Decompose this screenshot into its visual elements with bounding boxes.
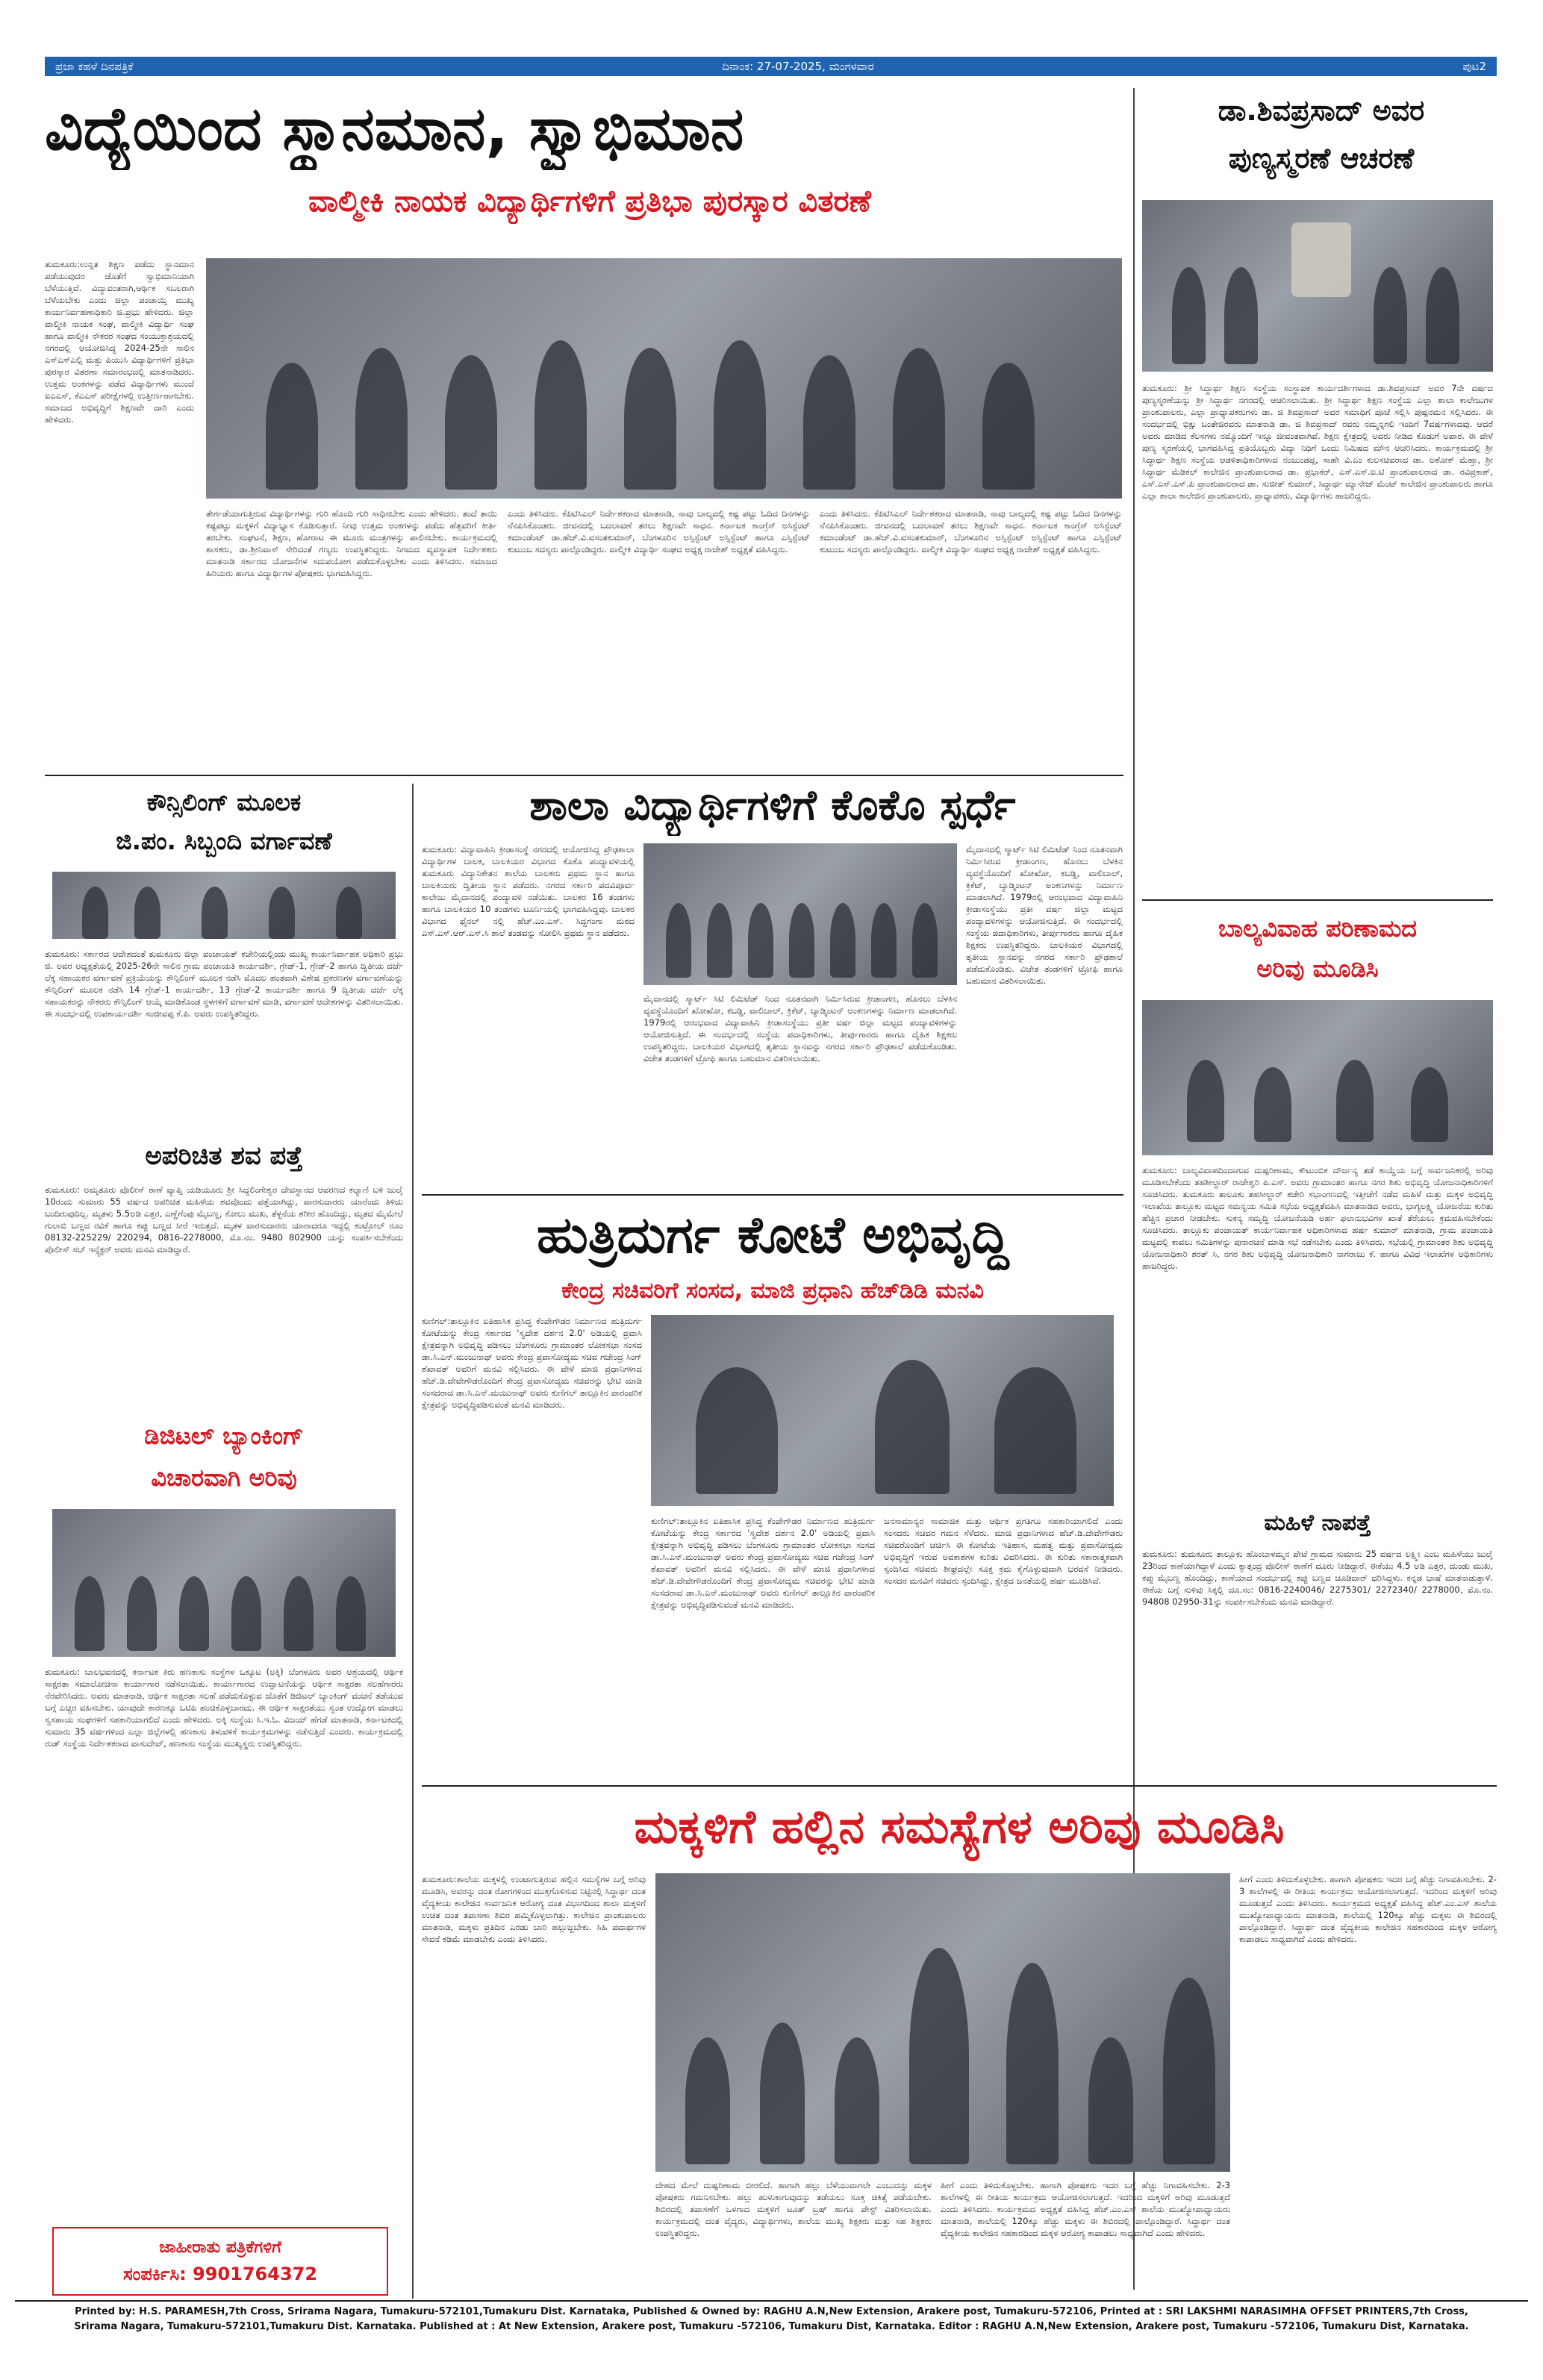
advertising-box [52, 2227, 388, 2296]
meeting-photo [1142, 1000, 1493, 1155]
lead-body-col2: ತೇರ್ಗಡೆಯಾಗುತ್ತಿರುವ ವಿದ್ಯಾರ್ಥಿಗಳನ್ನು ಗುರಿ ಹೊಂದಿ ಗುರಿ ಸಾಧಿಸಬೇಕು ಎಂದು ಹೇಳಿದರು. ತಂದೆ ತಾಯಿ ಕಷ್ಟಪಟ್ಟು ಮಕ್ಕಳಿಗೆ ವಿದ್ಯಾಭ್ಯಾಸ ಕೊಡಿಸುತ್ತಾರೆ. ನೀವು ಉತ್ತಮ ಅಂಕಗಳನ್ನು ಪಡೆದು ಹೆತ್ತವರಿಗೆ ಕೀರ್ತಿ ತರಬೇಕು. ಸಂಘಟನೆ, ಶಿಕ್ಷಣ, ಹೋರಾಟ ಈ ಮೂರು ಮಂತ್ರಗಳನ್ನು ಪಾಲಿಸಬೇಕು. ಕಾರ್ಯಕ್ರಮದಲ್ಲಿ ಶಾಸಕರು, ಡಾ.ಶ್ರೀನಿವಾಸ್ ಸೇರಿದಂತೆ ಗಣ್ಯರು ಉಪಸ್ಥಿತರಿದ್ದರು. ನಿಗಮದ ವ್ಯವಸ್ಥಾಪಕ ನಿರ್ದೇಶಕರು ಮಾತನಾಡಿ ಸರ್ಕಾರದ ಯೋಜನೆಗಳ ಸದುಪಯೋಗ ಪಡೆದುಕೊಳ್ಳಬೇಕು ಎಂದು ತಿಳಿಸಿದರು. ಸಮಾಜದ ಹಿರಿಯರು ಹಾಗೂ ವಿದ್ಯಾರ್ಥಿಗಳ ಪೋಷಕರು ಭಾಗವಹಿಸಿದ್ದರು. [206, 508, 497, 578]
minister-meeting-photo [651, 1315, 1114, 1506]
child-marriage-body: ತುಮಕೂರು: ಬಾಲ್ಯವಿವಾಹದಿಂದಾಗುವ ದುಷ್ಪರಿಣಾಮ, ಕೌಟುಂಬಿಕ ದೌರ್ಜನ್ಯ ತಡೆ ಕಾಯ್ದೆಯ ಬಗ್ಗೆ ಸಾರ್ವಜನಿಕರಲ್ಲಿ ಅರಿವು ಮೂಡಿಸಬೇಕೆಂದು ತಹಶೀಲ್ದಾರ್ ರಾಜೇಶ್ವರಿ ಪಿ.ಎಸ್. ಅವರು ಗ್ರಾಮಾಂತರ ಹಾಗೂ ನಗರ ಶಿಶು ಅಭಿವೃದ್ಧಿ ಯೋಜನಾಧಿಕಾರಿಗಳಿಗೆ ಸೂಚಿಸಿದರು. ತುಮಕೂರು ತಾಲೂಕು ತಹಸೀಲ್ದಾರ್ ಕಚೇರಿ ಸಭಾಂಗಣದಲ್ಲಿ ಇತ್ತೀಚೆಗೆ ನಡೆದ ಮಹಿಳೆ ಮತ್ತು ಮಕ್ಕಳ ಅಭಿವೃದ್ಧಿ ಇಲಾಖೆಯ ತಾಲ್ಲೂಕು ಮಟ್ಟದ ಸಮನ್ವಯ ಸಮಿತಿ ಸಭೆಯ ಅಧ್ಯಕ್ಷತೆವಹಿಸಿ ಮಾತನಾಡಿದ ಅವರು, ಭಾಗ್ಯಲಕ್ಷ್ಮಿ ಯೋಜನೆಯ ಕುರಿತು ಹೆಚ್ಚಿನ ಪ್ರಚಾರ ನೀಡಬೇಕು. ಸುಕನ್ಯ ಸಮೃದ್ಧಿ ಯೋಜನೆಯಡಿ ಅರ್ಹ ಫಲಾನುಭವಿಗಳ ಖಾತೆ ತೆರೆಯಲು ಕ್ರಮವಹಿಸಬೇಕೆಂದು ಸೂಚಿಸಿದರು. ತಾಲ್ಲೂಕು ಪಂಚಾಯತ್ ಕಾರ್ಯನಿರ್ವಾಹಕ ಅಧಿಕಾರಿಗಳಾದ ಹರ್ಷ ಕುಮಾರ್ ಮಾತನಾಡಿ, ಗ್ರಾಮ ಪಂಚಾಯತಿ ಮಟ್ಟದಲ್ಲಿ ಕಾವಲು ಸಮಿತಿಗಳನ್ನು ಪುನಾರಚನೆ ಮಾಡಿ ಸಭೆ ನಡೆಸಬೇಕು ಎಂದು ತಿಳಿಸಿದರು. ಸಭೆಯಲ್ಲಿ ಗ್ರಾಮಾಂತರ ಶಿಶು ಅಭಿವೃದ್ಧಿ ಯೋಜನಾಧಿಕಾರಿ ಶರತ್ ಸಿ, ನಗರ ಶಿಶು ಅಭಿವೃದ್ಧಿ ಯೋಜನಾಧಿಕಾರಿ ನಾಗರಾಜು ಕೆ. ಹಾಗೂ ವಿವಿಧ ಇಲಾಖೆಗಳ ಅಧಿಕಾರಿಗಳು ಹಾಜರಿದ್ದರು. [1142, 1165, 1493, 1271]
hutridurga-body-col2: ಕುಣಿಗಲ್:ತಾಲ್ಲೂಕಿನ ಐತಿಹಾಸಿಕ ಪ್ರಸಿದ್ಧ ಕೆಂಪೇಗೌಡರ ನಿರ್ಮಾಣದ ಹುತ್ರಿದುರ್ಗ ಕೋಟೆಯನ್ನು ಕೇಂದ್ರ ಸರ್ಕಾರದ 'ಸ್ವದೇಶ ದರ್ಶನ 2.0' ಅಡಿಯಲ್ಲಿ ಪ್ರವಾಸಿ ಕ್ಷೇತ್ರವನ್ನಾಗಿ ಅಭಿವೃದ್ಧಿ ಪಡಿಸಲು ಬೆಂಗಳೂರು ಗ್ರಾಮಾಂತರ ಲೋಕಸಭಾ ಸಂಸದ ಡಾ.ಸಿ.ಎನ್.ಮಂಜುನಾಥ್ ಅವರು ಕೇಂದ್ರ ಪ್ರವಾಸೋದ್ಯಮ ಸಚಿವ ಗಜೇಂದ್ರ ಸಿಂಗ್ ಶೆಖಾವತ್ ಅವರಿಗೆ ಮನವಿ ಸಲ್ಲಿಸಿದರು. ಈ ವೇಳೆ ಮಾಜಿ ಪ್ರಧಾನಿಗಳಾದ ಹೆಚ್.ಡಿ.ದೇವೇಗೌಡರೊಂದಿಗೆ ಕೇಂದ್ರ ಪ್ರವಾಸೋದ್ಯಮ ಸಚಿವರನ್ನು ಭೇಟಿ ಮಾಡಿ ಸಂಸದರಾದ ಡಾ.ಸಿ.ಎನ್.ಮಂಜುನಾಥ್ ಅವರು ಕುಣಿಗಲ್ ತಾಲ್ಲೂಕಿನ ಪಾರಂಪರಿಕ ಕ್ಷೇತ್ರವನ್ನು ಅಭಿವೃದ್ಧಿಪಡಿಸುವಂತೆ ಮನವಿ ಮಾಡಿದರು. [651, 1516, 875, 1610]
imprint-line2: Srirama Nagara, Tumakuru-572101,Tumakuru Dist. Karnataka. Published at : At New Extension, Arakere post, Tumakuru -572106, Tumakuru Dist, Karnataka. Editor : RAGHU A.N,New Extension, Arakere post, Tumakuru -572106, Tumakuru Dist, Karnataka. [74, 2321, 1469, 2332]
divider [422, 1194, 1123, 1196]
issue-date: ದಿನಾಂಕ: 27-07-2025, ಮಂಗಳವಾರ [722, 60, 874, 73]
body-found-body: ತುಮಕೂರು: ಅಮೃತೂರು ಪೊಲೀಸ್ ಠಾಣೆ ವ್ಯಾಪ್ತಿ ಯಡಿಯೂರು ಶ್ರೀ ಸಿದ್ದಲಿಂಗೇಶ್ವರ ದೇವಸ್ಥಾನದ ಆವರಣದ ಕಲ್ಯಾಣಿ ಬಳಿ ಜುಲೈ 10ರಂದು ಸುಮಾರು 55 ವರ್ಷದ ಅಪರಿಚಿತ ಮಹಿಳೆಯ ಶವವೊಂದು ಪತ್ತೆಯಾಗಿದ್ದು, ವಾರಸುದಾರರು ಯಾರೆಂದು ತಿಳಿದು ಬಂದಿರುವುದಿಲ್ಲ. ಮೃತಳು 5.5ಅಡಿ ಎತ್ತರ, ಎಣ್ಣೆಗೆಂಪು ಮೈಬಣ್ಣ, ಕೋಲು ಮುಖ, ತೆಳ್ಳನೆಯ ಶರೀರ ಹೊಂದಿದ್ದು, ಮೃತದ ಮೈಮೇಲೆ ಗುಲಾಬಿ ಬಣ್ಣದ ರವಿಕೆ ಹಾಗೂ ಕಪ್ಪು ಬಣ್ಣದ ಸೀರೆ ಇರುತ್ತದೆ. ಮೃತಳ ವಾರಸುದಾರರು ಯಾರಾದರೂ ಇದ್ದಲ್ಲಿ ಕಂಟ್ರೋಲ್ ರೂಂ 08132-225229/ 220294, 0816-2278000, ಮೊ.ನಂ. 9480 802900 ಯನ್ನು ಸಂಪರ್ಕಿಸಬೇಕೆಂದು ಪೊಲೀಸ್ ಸಬ್ ಇನ್ಸ್ಪೆಕ್ಟರ್ ಅವರು ಮನವಿ ಮಾಡಿದ್ದಾರೆ. [45, 1184, 403, 1255]
lead-subhead: ವಾಲ್ಮೀಕಿ ನಾಯಕ ವಿದ್ಯಾರ್ಥಿಗಳಿಗೆ ಪ್ರತಿಭಾ ಪುರಸ್ಕಾರ ವಿತರಣೆ [308, 184, 871, 219]
divider [422, 1785, 1497, 1787]
obit-headline-line1: ಡಾ.ಶಿವಪ್ರಸಾದ್ ಅವರ [1218, 94, 1425, 127]
digital-banking-headline-line1: ಡಿಜಿಟಲ್ ಬ್ಯಾಂಕಿಂಗ್ [144, 1422, 304, 1450]
hutridurga-body-col1: ಕುಣಿಗಲ್:ತಾಲ್ಲೂಕಿನ ಐತಿಹಾಸಿಕ ಪ್ರಸಿದ್ಧ ಕೆಂಪೇಗೌಡರ ನಿರ್ಮಾಣದ ಹುತ್ರಿದುರ್ಗ ಕೋಟೆಯನ್ನು ಕೇಂದ್ರ ಸರ್ಕಾರದ 'ಸ್ವದೇಶ ದರ್ಶನ 2.0' ಅಡಿಯಲ್ಲಿ ಪ್ರವಾಸಿ ಕ್ಷೇತ್ರವನ್ನಾಗಿ ಅಭಿವೃದ್ಧಿ ಪಡಿಸಲು ಬೆಂಗಳೂರು ಗ್ರಾಮಾಂತರ ಲೋಕಸಭಾ ಸಂಸದ ಡಾ.ಸಿ.ಎನ್.ಮಂಜುನಾಥ್ ಅವರು ಕೇಂದ್ರ ಪ್ರವಾಸೋದ್ಯಮ ಸಚಿವ ಗಜೇಂದ್ರ ಸಿಂಗ್ ಶೆಖಾವತ್ ಅವರಿಗೆ ಮನವಿ ಸಲ್ಲಿಸಿದರು. ಈ ವೇಳೆ ಮಾಜಿ ಪ್ರಧಾನಿಗಳಾದ ಹೆಚ್.ಡಿ.ದೇವೇಗೌಡರೊಂದಿಗೆ ಕೇಂದ್ರ ಪ್ರವಾಸೋದ್ಯಮ ಸಚಿವರನ್ನು ಭೇಟಿ ಮಾಡಿ ಸಂಸದರಾದ ಡಾ.ಸಿ.ಎನ್.ಮಂಜುನಾಥ್ ಅವರು ಕುಣಿಗಲ್ ತಾಲ್ಲೂಕಿನ ಪಾರಂಪರಿಕ ಕ್ಷೇತ್ರವನ್ನು ಅಭಿವೃದ್ಧಿಪಡಿಸುವಂತೆ ಮನವಿ ಮಾಡಿದರು. [422, 1316, 642, 1410]
masthead-bar [45, 57, 1497, 76]
children-body-col1: ತುಮಕೂರು:ಶಾಲೆಯ ಮಕ್ಕಳಲ್ಲಿ ಉಂಟಾಗುತ್ತಿರುವ ಹಲ್ಲಿನ ಸಮಸ್ಯೆಗಳ ಬಗ್ಗೆ ಅರಿವು ಮೂಡಿಸಿ, ಅವರನ್ನು ದಂತ ರೋಗಗಳಿಂದ ಮುಕ್ತಗೊಳಿಸುವ ನಿಟ್ಟಿನಲ್ಲಿ ಸಿದ್ಧಾರ್ಥ ದಂತ ವೈದ್ಯಕೀಯ ಕಾಲೇಜಿನ ಸಾರ್ವಜನಿಕ ಆರೋಗ್ಯ ದಂತ ವಿಭಾಗದಿಂದ ಶಾಲಾ ಮಕ್ಕಳಿಗೆ ಉಚಿತ ದಂತ ತಪಾಸಣಾ ಶಿಬಿರ ಹಮ್ಮಿಕೊಳ್ಳಲಾಗಿತ್ತು. ಕಾಲೇಜಿನ ಪ್ರಾಂಶುಪಾಲರು ಮಾತನಾಡಿ, ಮಕ್ಕಳು ಪ್ರತಿದಿನ ಎರಡು ಬಾರಿ ಹಲ್ಲುಜ್ಜಬೇಕು. ಸಿಹಿ ಪದಾರ್ಥಗಳ ಸೇವನೆ ಕಡಿಮೆ ಮಾಡಬೇಕು ಎಂದು ತಿಳಿಸಿದರು. [422, 1874, 646, 1944]
counselling-body: ತುಮಕೂರು: ಸರ್ಕಾರದ ಆದೇಶದಂತೆ ತುಮಕೂರು ಜಿಲ್ಲಾ ಪಂಚಾಯತ್ ಕಚೇರಿಯಲ್ಲಿಂದು ಮುಖ್ಯ ಕಾರ್ಯನಿರ್ವಾಹಕ ಅಧಿಕಾರಿ ಪ್ರಭು ಜಿ. ಅವರ ಅಧ್ಯಕ್ಷತೆಯಲ್ಲಿ 2025-26ನೇ ಸಾಲಿನ ಗ್ರಾಮ ಪಂಚಾಯತಿ ಕಾರ್ಯದರ್ಶಿ, ಗ್ರೇಡ್-1, ಗ್ರೇಡ್-2 ಹಾಗೂ ದ್ವಿತೀಯ ದರ್ಜೆ ಲೆಕ್ಕ ಸಹಾಯಕರ ವರ್ಗಾವಣೆ ಪ್ರಕ್ರಿಯೆಯನ್ನು ಕೌನ್ಸಿಲಿಂಗ್ ಮೂಲಕ ನಡೆಸಿ ಮೊದಲ ಹಂತವಾಗಿ ವಿಶೇಷ ಪ್ರಕರಣಗಳ ವರ್ಗಾವಣೆಯನ್ನು ಕೌನ್ಸಿಲಿಂಗ್ ಮೂಲಕ ನಡೆಸಿ 14 ಗ್ರೇಡ್-1 ಕಾರ್ಯದರ್ಶಿ, 13 ಗ್ರೇಡ್-2 ಕಾರ್ಯದರ್ಶಿ ಹಾಗೂ 9 ದ್ವಿತೀಯ ದರ್ಜೆ ಲೆಕ್ಕ ಸಹಾಯಕರನ್ನು ನೌಕರರು ಕೌನ್ಸಿಲಿಂಗ್ ಆಯ್ಕೆ ಮಾಡಿಕೊಂಡ ಸ್ಥಳಗಳಿಗೆ ವರ್ಗಾವಣೆ ಮಾಡಿ, ವರ್ಗಾವಣೆ ಆದೇಶಗಳನ್ನು ವಿತರಿಸಲಾಯಿತು. ಈ ಸಂದರ್ಭದಲ್ಲಿ ಉಪಕಾರ್ಯದರ್ಶಿ ಸಂಜೀವಪ್ಪ ಕೆ.ಪಿ. ಅವರು ಉಪಸ್ಥಿತರಿದ್ದರು. [45, 949, 403, 1019]
hutridurga-body-col3: ಜನಸಾಮಾನ್ಯರ ಸಾಮಾಜಿಕ ಮತ್ತು ಆರ್ಥಿಕ ಪ್ರಗತಿಗೂ ಸಹಕಾರಿಯಾಗಲಿದೆ ಎಂದು ಸಂಸದರು ಸಚಿವರ ಗಮನ ಸೆಳೆದರು. ಮಾಜಿ ಪ್ರಧಾನಿಗಳಾದ ಹೆಚ್.ಡಿ.ದೇವೇಗೌಡರು ಸಚಿವರೊಂದಿಗೆ ಚರ್ಚಿಸಿ ಈ ಕೋಟೆಯ ಇತಿಹಾಸ, ಮಹತ್ವ ಮತ್ತು ಪ್ರವಾಸೋದ್ಯಮ ಅಭಿವೃದ್ಧಿಗೆ ಇರುವ ಅವಕಾಶಗಳ ಕುರಿತು ವಿವರಿಸಿದರು. ಈ ಕುರಿತು ಸಕಾರಾತ್ಮಕವಾಗಿ ಸ್ಪಂದಿಸಿದ ಸಚಿವರು ಶೀಘ್ರದಲ್ಲೇ ಸೂಕ್ತ ಕ್ರಮ ಕೈಗೊಳ್ಳುವುದಾಗಿ ಭರವಸೆ ನೀಡಿದರು. ಸಂಸದರ ಮನವಿಗೆ ಸಚಿವರು ಸ್ಪಂದಿಸಿದ್ದು, ಕ್ಷೇತ್ರದ ಜನತೆಯಲ್ಲಿ ಹರ್ಷ ಮೂಡಿಸಿದೆ. [884, 1516, 1123, 1586]
children-body-col4: ಹೀಗೆ ಎಂದು ತಿಳಿದುಕೊಳ್ಳಬೇಕು. ಹಾಗಾಗಿ ಪೋಷಕರು ಇದರ ಬಗ್ಗೆ ಹೆಚ್ಚು ನಿಗಾವಹಿಸಬೇಕು. 2-3 ಶಾಲೆಗಳಲ್ಲಿ ಈ ರೀತಿಯ ಕಾರ್ಯಕ್ರಮ ಆಯೋಜಿಸಲಾಗುತ್ತದೆ. ಇದರಿಂದ ಮಕ್ಕಳಿಗೆ ಅರಿವು ಮೂಡುತ್ತದೆ ಎಂದು ತಿಳಿಸಿದರು. ಕಾರ್ಯಕ್ರಮದ ಅಧ್ಯಕ್ಷತೆ ವಹಿಸಿದ್ದ ಹೆಚ್.ಎಂ.ಎಸ್ ಶಾಲೆಯ ಮುಖ್ಯೋಪಾಧ್ಯಾಯರು ಮಾತನಾಡಿ, ಶಾಲೆಯಲ್ಲಿ 120ಕ್ಕೂ ಹೆಚ್ಚು ಮಕ್ಕಳು ಈ ಶಿಬಿರದಲ್ಲಿ ಪಾಲ್ಗೊಂಡಿದ್ದಾರೆ. ಸಿದ್ಧಾರ್ಥ ದಂತ ವೈದ್ಯಕೀಯ ಕಾಲೇಜಿನ ಸಹಕಾರದಿಂದ ಮಕ್ಕಳ ಆರೋಗ್ಯ ಕಾಪಾಡಲು ಸಾಧ್ಯವಾಗಿದೆ ಎಂದು ಹೇಳಿದರು. [1239, 1874, 1497, 1944]
dental-camp-photo [655, 1873, 1230, 2172]
page-number: ಪುಟ2 [1462, 60, 1486, 73]
award-ceremony-photo [206, 258, 1122, 499]
missing-woman-body: ತುಮಕೂರು: ತುಮಕೂರು ತಾಲ್ಲೂಕು ಹೊಂಬಾಳಮ್ಮನ ಪೇಟೆ ಗ್ರಾಮದ ಸುಮಾರು 25 ವರ್ಷದ ಲಕ್ಷ್ಮೀ ಎಂಬ ಮಹಿಳೆಯು ಜುಲೈ 23ರಿಂದ ಕಾಣೆಯಾಗಿದ್ದಾಳೆ ಎಂದು ಕ್ಯಾತ್ಸಂದ್ರ ಪೊಲೀಸ್ ಠಾಣೆಗೆ ದೂರು ನೀಡಿದ್ದಾರೆ. ಈಕೆಯು 4.5 ಅಡಿ ಎತ್ತರ, ದುಂಡು ಮುಖ, ಕಪ್ಪು ಮೈಬಣ್ಣ ಹೊಂದಿದ್ದು, ಕಾಣೆಯಾದ ಸಂದರ್ಭದಲ್ಲಿ ಕಪ್ಪು ಬಣ್ಣದ ಚೂಡಿದಾರ್ ಧರಿಸಿದ್ದಳು. ಕನ್ನಡ ಭಾಷೆ ಮಾತನಾಡುತ್ತಾಳೆ. ಈಕೆಯ ಬಗ್ಗೆ ಸುಳಿವು ಸಿಕ್ಕಲ್ಲಿ ದೂ.ಸಂ: 0816-2240046/ 2275301/ 2272340/ 2278000, ಮೊ.ನಂ. 94808 02950-31ನ್ನು ಸಂಪರ್ಕಿಸಬೇಕೆಂದು ಮನವಿ ಮಾಡಿದ್ದಾರೆ. [1142, 1549, 1493, 1607]
ad-box-line1: ಜಾಹೀರಾತು ಪತ್ರಿಕೆಗಳಿಗೆ [159, 2238, 281, 2257]
hutridurga-headline: ಹುತ್ರಿದುರ್ಗ ಕೋಟೆ ಅಭಿವೃದ್ಧಿ [536, 1206, 1009, 1265]
kho-kho-body-col2: ಮೈದಾನದಲ್ಲಿ ಸ್ಮಾರ್ಟ್ ಸಿಟಿ ಲಿಮಿಟೆಡ್ ನಿಂದ ನೂತನವಾಗಿ ನಿರ್ಮಿಸಿರುವ ಕ್ರೀಡಾಂಗಣ, ಹೊನಲು ಬೆಳಕಿನ ವ್ಯವಸ್ಥೆಯೊಂದಿಗೆ ಖೋಖೋ, ಕಬಡ್ಡಿ, ವಾಲಿಬಾಲ್, ಕ್ರಿಕೆಟ್, ಬ್ಯಾಡ್ಮಿಂಟನ್ ಅಂಕಣಗಳನ್ನು ನಿರ್ಮಾಣ ಮಾಡಲಾಗಿದೆ. 1979ರಲ್ಲಿ ಆರಂಭವಾದ ವಿದ್ಯಾವಾಹಿನಿ ಕ್ರೀಡಾಸಂಸ್ಥೆಯು ಪ್ರತೀ ವರ್ಷ ಜಿಲ್ಲಾ ಮಟ್ಟದ ಪಂದ್ಯಾವಳಿಗಳನ್ನು ಆಯೋಜಿಸುತ್ತಿದೆ. ಈ ಸಂದರ್ಭದಲ್ಲಿ ಸಂಸ್ಥೆಯ ಪದಾಧಿಕಾರಿಗಳು, ತೀರ್ಪುಗಾರರು ಹಾಗೂ ದೈಹಿಕ ಶಿಕ್ಷಕರು ಉಪಸ್ಥಿತರಿದ್ದರು. ಬಾಲಕಿಯರ ವಿಭಾಗದಲ್ಲಿ ತೃತೀಯ ಸ್ಥಾನವನ್ನು ನಗರದ ಸರ್ಕಾರಿ ಪ್ರೌಢಶಾಲೆ ಪಡೆದುಕೊಂಡಿತು. ವಿಜೇತ ತಂಡಗಳಿಗೆ ಟ್ರೋಫಿ ಹಾಗೂ ಬಹುಮಾನ ವಿತರಿಸಲಾಯಿತು. [643, 993, 957, 1063]
column-divider [412, 784, 414, 2299]
children-body-col3: ಹೀಗೆ ಎಂದು ತಿಳಿದುಕೊಳ್ಳಬೇಕು. ಹಾಗಾಗಿ ಪೋಷಕರು ಇದರ ಬಗ್ಗೆ ಹೆಚ್ಚು ನಿಗಾವಹಿಸಬೇಕು. 2-3 ಶಾಲೆಗಳಲ್ಲಿ ಈ ರೀತಿಯ ಕಾರ್ಯಕ್ರಮ ಆಯೋಜಿಸಲಾಗುತ್ತದೆ. ಇದರಿಂದ ಮಕ್ಕಳಿಗೆ ಅರಿವು ಮೂಡುತ್ತದೆ ಎಂದು ತಿಳಿಸಿದರು. ಕಾರ್ಯಕ್ರಮದ ಅಧ್ಯಕ್ಷತೆ ವಹಿಸಿದ್ದ ಹೆಚ್.ಎಂ.ಎಸ್ ಶಾಲೆಯ ಮುಖ್ಯೋಪಾಧ್ಯಾಯರು ಮಾತನಾಡಿ, ಶಾಲೆಯಲ್ಲಿ 120ಕ್ಕೂ ಹೆಚ್ಚು ಮಕ್ಕಳು ಈ ಶಿಬಿರದಲ್ಲಿ ಪಾಲ್ಗೊಂಡಿದ್ದಾರೆ. ಸಿದ್ಧಾರ್ಥ ದಂತ ವೈದ್ಯಕೀಯ ಕಾಲೇಜಿನ ಸಹಕಾರದಿಂದ ಮಕ್ಕಳ ಆರೋಗ್ಯ ಕಾಪಾಡಲು ಸಾಧ್ಯವಾಗಿದೆ ಎಂದು ಹೇಳಿದರು. [941, 2180, 1230, 2238]
digital-banking-headline-line2: ವಿಚಾರವಾಗಿ ಅರಿವು [151, 1464, 297, 1492]
missing-woman-headline: ಮಹಿಳೆ ನಾಪತ್ತೆ [1264, 1510, 1371, 1536]
footer-divider [15, 2300, 1528, 2302]
obit-body: ತುಮಕೂರು: ಶ್ರೀ ಸಿದ್ಧಾರ್ಥ ಶಿಕ್ಷಣ ಸಂಸ್ಥೆಯ ಸಂಸ್ಥಾಪಕ ಕಾರ್ಯದರ್ಶಿಗಳಾದ ಡಾ.ಶಿವಪ್ರಸಾದ್ ಅವರ 7ನೇ ವರ್ಷದ ಪುಣ್ಯಸ್ಮರಣೆಯನ್ನು ಶ್ರೀ ಸಿದ್ಧಾರ್ಥ ನಗರದಲ್ಲಿ ಆಚರಿಸಲಾಯಿತು. ಶ್ರೀ ಸಿದ್ಧಾರ್ಥ ಶಿಕ್ಷಣ ಸಂಸ್ಥೆಯ ಎಲ್ಲಾ ಶಾಲಾ ಕಾಲೇಜುಗಳ ಪ್ರಾಂಶುಪಾಲರು, ಎಲ್ಲಾ ಪ್ರಾಧ್ಯಾಪಕರುಗಳು ಡಾ. ಜಿ ಶಿವಪ್ರಸಾದ್ ಅವರ ಸಮಾಧಿಗೆ ಪೂಜೆ ಸಲ್ಲಿಸಿ ಪುಷ್ಪನಮನ ಸಲ್ಲಿಸಿದರು. ಈ ಸಂದರ್ಭದಲ್ಲಿ ಭಿಕ್ಷು ಬಂತೇಜಿರವರು ಮಾತನಾಡಿ ಡಾ. ಜಿ ಶಿವಪ್ರಸಾದ್ ರವರು ನಮ್ಮನ್ನಗಲಿ ಇಂದಿಗೆ 7ವರ್ಷಗಳಾದವು. ಆದರೆ ಅವರು ಮಾಡಿದ ಕೆಲಸಗಳು ನಮ್ಮೊಂದಿಗೆ ಇನ್ನೂ ಜೀವಂತವಾಗಿವೆ. ಶಿಕ್ಷಣ ಕ್ಷೇತ್ರದಲ್ಲಿ ಅವರು ನೀಡಿದ ಕೊಡುಗೆ ಅಪಾರ. ಈ ವೇಳೆ ಪುಣ್ಯ ಸ್ಮರಣೆಯಲ್ಲಿ ಭಾಗವಹಿಸಿದ್ದ ಪ್ರತಿಯೊಬ್ಬರು ವಿದ್ಯಾ ನಿಧಿಗೆ ಒಂದು ನಿಮಿಷದ ಮೌನ ಆಚರಿಸಿದರು. ಕಾರ್ಯಕ್ರಮದಲ್ಲಿ ಶ್ರೀ ಸಿದ್ಧಾರ್ಥ ಶಿಕ್ಷಣ ಸಂಸ್ಥೆಯ ಆಡಳಿತಾಧಿಕಾರಿಗಳಾದ ನಂಜುಂಡಪ್ಪ, ಸಾಹೇ ವಿ.ಎಂ ಕುಲಸಚಿವರಾದ ಡಾ. ಅಶೋಕ್ ಮೆಹ್ತಾ, ಶ್ರೀ ಸಿದ್ಧಾರ್ಥ ಮೆಡಿಕಲ್ ಕಾಲೇಜಿನ ಪ್ರಾಂಶುಪಾಲರಾದ ಡಾ. ಪ್ರಭಾಕರ್, ಎಸ್.ಎಸ್.ಐ.ಟಿ ಪ್ರಾಂಶುಪಾಲರಾದ ಡಾ. ರವಿಪ್ರಕಾಶ್, ಎಸ್.ಎಸ್.ಎಸ್.ಪಿ ಪ್ರಾಂಶುಪಾಲರಾದ ಡಾ. ಸುಜೀತ್ ಕುಮಾರ್, ಸಿದ್ಧಾರ್ಥ ಮ್ಯಾನೇಜ್ ಮೆಂಟ್ ಕಾಲೇಜಿನ ಪ್ರಾಂಶುಪಾಲರು ಹಾಗೂ ಎಲ್ಲಾ ಶಾಲಾ ಕಾಲೇಜಿನ ಪ್ರಾಂಶುಪಾಲರು, ಪ್ರಾಧ್ಯಾಪಕರು, ವಿದ್ಯಾರ್ಥಿಗಳು ಹಾಜರಿದ್ದರು. [1142, 383, 1493, 501]
lead-body-col4: ಎಂದು ತಿಳಿಸಿದರು. ಕೆಪಿಟಿಸಿಎಲ್ ನಿರ್ದೇಶಕರಾದ ಮಾತನಾಡಿ, ನಾವು ಬಾಲ್ಯದಲ್ಲಿ ಕಷ್ಟ ಪಟ್ಟು ಓದಿದ ದಿನಗಳನ್ನು ನೆನಪಿಸಿಕೊಂಡರು. ಜೀವನದಲ್ಲಿ ಬದಲಾವಣೆ ತರಲು ಶಿಕ್ಷಣವೇ ಸಾಧನ. ಕರ್ನಾಟಕ ಕಾಂಗ್ರೆಸ್ ಅಸಿಸ್ಟೆಂಟ್ ಕಮಾಂಡೆಂಟ್ ಡಾ.ಹೆಚ್.ವಿ.ವಸಂತಕುಮಾರ್, ಬೆಂಗಳೂರಿನ ಅಸ್ಸಿಸ್ಟೆಂಟ್ ಅಸ್ಸಿಸ್ಟೆಂಟ್ ಹಾಗೂ ಎಸ್ಸಿಸ್ಟೆಂಟ್ ಕುಟುಂಬ ಸದಸ್ಯರು ಪಾಲ್ಗೊಂಡಿದ್ದರು. ವಾಲ್ಮೀಕಿ ವಿದ್ಯಾರ್ಥಿ ಸಂಘದ ಅಧ್ಯಕ್ಷ ರಾಜೇಶ್ ಅಧ್ಯಕ್ಷತೆ ವಹಿಸಿದ್ದರು. [820, 508, 1122, 555]
children-headline: ಮಕ್ಕಳಿಗೆ ಹಲ್ಲಿನ ಸಮಸ್ಯೆಗಳ ಅರಿವು ಮೂಡಿಸಿ [634, 1799, 1285, 1854]
lead-body-col1: ತುಮಕೂರು:ಉನ್ನತ ಶಿಕ್ಷಣ ಪಡೆದು ಸ್ಥಾನಮಾನ ಪಡೆಯುವುದರ ಜೊತೆಗೆ ಸ್ವಾಭಿಮಾನಿಯಾಗಿ ಬೆಳೆಯುತ್ತಿವೆ. ವಿದ್ಯಾವಂತರಾಗಿ,ಆರ್ಥಿಕ ಸಬಲರಾಗಿ ಬೆಳೆಯಬೇಕು ಎಂದು ಜಿಲ್ಲಾ ಪಂಚಾಯ್ತಿ ಮುಖ್ಯ ಕಾರ್ಯನಿರ್ವಹಣಾಧಿಕಾರಿ ಜಿ.ಪ್ರಭು ಹೇಳಿದರು. ಜಿಲ್ಲಾ ವಾಲ್ಮೀಕಿ ನಾಯಕ ಸಂಘ, ವಾಲ್ಮೀಕಿ ವಿದ್ಯಾರ್ಥಿ ಸಂಘ ಹಾಗೂ ವಾಲ್ಮೀಕಿ ನೌಕರರ ಸಂಘದ ಸಂಯುಕ್ತಾಶ್ರಯದಲ್ಲಿ ನಗರದಲ್ಲಿ ಆಯೋಜಿಸಿದ್ದ 2024-25ನೇ ಸಾಲಿನ ಎಸ್ಎಸ್ಎಲ್ಸಿ ಮತ್ತು ಪಿಯುಸಿ ವಿದ್ಯಾರ್ಥಿಗಳಿಗೆ ಪ್ರತಿಭಾ ಪುರಸ್ಕಾರ ವಿತರಣಾ ಸಮಾರಂಭದಲ್ಲಿ ಮಾತನಾಡಿದರು. ಉತ್ತಮ ಅಂಕಗಳನ್ನು ಪಡೆದ ವಿದ್ಯಾರ್ಥಿಗಳು ಮುಂದೆ ಐಎಎಸ್, ಕೆಎಎಸ್ ಪರೀಕ್ಷೆಗಳಲ್ಲಿ ಉತ್ತೀರ್ಣರಾಗಬೇಕು. ಸಮಾಜದ ಅಭಿವೃದ್ಧಿಗೆ ಶಿಕ್ಷಣವೇ ದಾರಿ ಎಂದು ಹೇಳಿದರು. [45, 259, 194, 425]
child-marriage-headline-line2: ಅರಿವು ಮೂಡಿಸಿ [1256, 955, 1379, 983]
lead-body-col3: ಎಂದು ತಿಳಿಸಿದರು. ಕೆಪಿಟಿಸಿಎಲ್ ನಿರ್ದೇಶಕರಾದ ಮಾತನಾಡಿ, ನಾವು ಬಾಲ್ಯದಲ್ಲಿ ಕಷ್ಟ ಪಟ್ಟು ಓದಿದ ದಿನಗಳನ್ನು ನೆನಪಿಸಿಕೊಂಡರು. ಜೀವನದಲ್ಲಿ ಬದಲಾವಣೆ ತರಲು ಶಿಕ್ಷಣವೇ ಸಾಧನ. ಕರ್ನಾಟಕ ಕಾಂಗ್ರೆಸ್ ಅಸಿಸ್ಟೆಂಟ್ ಕಮಾಂಡೆಂಟ್ ಡಾ.ಹೆಚ್.ವಿ.ವಸಂತಕುಮಾರ್, ಬೆಂಗಳೂರಿನ ಅಸ್ಸಿಸ್ಟೆಂಟ್ ಅಸ್ಸಿಸ್ಟೆಂಟ್ ಹಾಗೂ ಎಸ್ಸಿಸ್ಟೆಂಟ್ ಕುಟುಂಬ ಸದಸ್ಯರು ಪಾಲ್ಗೊಂಡಿದ್ದರು. ವಾಲ್ಮೀಕಿ ವಿದ್ಯಾರ್ಥಿ ಸಂಘದ ಅಧ್ಯಕ್ಷ ರಾಜೇಶ್ ಅಧ್ಯಕ್ಷತೆ ವಹಿಸಿದ್ದರು. [508, 508, 810, 555]
kho-kho-headline: ಶಾಲಾ ವಿದ್ಯಾರ್ಥಿಗಳಿಗೆ ಕೊಕೊ ಸ್ಪರ್ಧೆ [529, 781, 1016, 830]
ad-box-line2: ಸಂಪರ್ಕಿಸಿ: 9901764372 [122, 2264, 318, 2284]
child-marriage-headline-line1: ಬಾಲ್ಯವಿವಾಹ ಪರಿಣಾಮದ [1218, 914, 1417, 943]
paper-name: ಪ್ರಜಾ ಕಹಳೆ ದಿನಪತ್ರಿಕೆ [55, 60, 134, 73]
lead-headline: ವಿದ್ಯೆಯಿಂದ ಸ್ಥಾನಮಾನ, ಸ್ವಾಭಿಮಾನ [45, 94, 744, 163]
obit-headline-line2: ಪುಣ್ಯಸ್ಮರಣೆ ಆಚರಣೆ [1228, 142, 1415, 175]
counselling-headline-line1: ಕೌನ್ಸಿಲಿಂಗ್ ಮೂಲಕ [146, 788, 302, 816]
kho-kho-body-col1: ತುಮಕೂರು: ವಿದ್ಯಾವಾಹಿನಿ ಕ್ರೀಡಾಸಂಸ್ಥೆ ನಗರದಲ್ಲಿ ಆಯೋಜಿಸಿದ್ದ ಪ್ರೌಢಶಾಲಾ ವಿದ್ಯಾರ್ಥಿಗಳ ಬಾಲಕ, ಬಾಲಕಿಯರ ವಿಭಾಗದ ಕೊಕೊ ಪಂದ್ಯಾವಳಿಯಲ್ಲಿ ತುಮಕೂರು ವಿದ್ಯಾನಿಕೇತನ ಶಾಲೆಯ ಬಾಲಕರು ಪ್ರಥಮ ಸ್ಥಾನ ಹಾಗೂ ಬಾಲಕಿಯರು ದ್ವಿತೀಯ ಸ್ಥಾನ ಪಡೆದರು. ನಗರದ ಸರ್ಕಾರಿ ಪದವಿಪೂರ್ವ ಕಾಲೇಜು ಮೈದಾನದಲ್ಲಿ ಪಂದ್ಯಾವಳಿ ನಡೆಯಿತು. ಬಾಲಕರ 16 ತಂಡಗಳು ಹಾಗೂ ಬಾಲಕಿಯರ 10 ತಂಡಗಳು ಟೂರ್ನಿಯಲ್ಲಿ ಭಾಗವಹಿಸಿದ್ದವು. ಬಾಲಕರ ವಿಭಾಗದ ಫೈನಲ್ ನಲ್ಲಿ ಹೆಚ್.ಎಂ.ಎಸ್. ಸಿದ್ದಗಂಗಾ ಮಠದ ಎಸ್.ಎಸ್.ಆರ್.ಎಸ್.ಸಿ ಶಾಲೆ ತಂಡವನ್ನು ಸೋಲಿಸಿ ಪ್ರಥಮ ಸ್ಥಾನ ಪಡೆದರು. [422, 844, 635, 938]
imprint-footer [15, 2305, 1528, 2364]
counselling-headline-line2: ಜಿ.ಪಂ. ಸಿಬ್ಬಂದಿ ವರ್ಗಾವಣೆ [116, 827, 332, 855]
children-body-col2: ದೇಹದ ಮೇಲೆ ದುಷ್ಪರಿಣಾಮ ಬೀರಲಿದೆ. ಹಾಗಾಗಿ ಹಲ್ಲು ಬೆಳೆಯುವಾಗಲೇ ಎಂಬುದನ್ನು ಮಕ್ಕಳ ಪೋಷಕರು ಗಮನಿಸಬೇಕು. ಹಲ್ಲು ಹುಳುಕಾಗುವುದನ್ನು ತಡೆಯಲು ಸೂಕ್ತ ಚಿಕಿತ್ಸೆ ಪಡೆಯಬೇಕು. ಶಿಬಿರದಲ್ಲಿ ತಪಾಸಣೆಗೆ ಒಳಗಾದ ಮಕ್ಕಳಿಗೆ ಟೂತ್ ಬ್ರಷ್ ಹಾಗೂ ಪೇಸ್ಟ್ ವಿತರಿಸಲಾಯಿತು. ಕಾರ್ಯಕ್ರಮದಲ್ಲಿ ದಂತ ವೈದ್ಯರು, ವಿದ್ಯಾರ್ಥಿಗಳು, ಶಾಲೆಯ ಮುಖ್ಯ ಶಿಕ್ಷಕರು ಮತ್ತು ಸಹ ಶಿಕ್ಷಕರು ಉಪಸ್ಥಿತರಿದ್ದರು. [655, 2180, 932, 2238]
body-found-headline: ಅಪರಿಚಿತ ಶವ ಪತ್ತೆ [145, 1141, 303, 1171]
imprint-line1: Printed by: H.S. PARAMESH,7th Cross, Srirama Nagara, Tumakuru-572101,Tumakuru Dist. Karnataka, Published & Owned by: RAGHU A.N,New Extension, Arakere post, Tumakuru-572106, Printed at : SRI LAKSHMI NARASIMHA OFFSET PRINTERS,7th Cross, [75, 2306, 1468, 2317]
counselling-photo [52, 872, 396, 939]
memorial-photo [1142, 200, 1493, 372]
banking-workshop-photo [52, 1509, 396, 1657]
digital-banking-body: ತುಮಕೂರು: ಬಾಲಭವನದಲ್ಲಿ ಕರ್ನಾಟಕ ಕಿರು ಹಣಕಾಸು ಸಂಸ್ಥೆಗಳ ಒಕ್ಕೂಟ (ಅಕ್ಕಿ) ಬೆಂಗಳೂರು ಅವರ ಆಶ್ರಯದಲ್ಲಿ ಆರ್ಥಿಕ ಸಾಕ್ಷರತಾ ಸಮಾಲೋಚನಾ ಕಾರ್ಯಾಗಾರ ನಡೆಸಲಾಯಿತು. ಕಾರ್ಯಾಗಾರದ ಉದ್ಘಾಟನೆಯನ್ನು ಆರ್ಥಿಕ ಸಾಕ್ಷರತಾ ಸಲಹೆಗಾರರು ನೆರವೇರಿಸಿದರು. ಅವರು ಮಾತನಾಡಿ, ಆರ್ಥಿಕ ಸಾಕ್ಷರತಾ ಸಲಹೆ ಪಡೆದುಕೊಳ್ಳುವ ಜೊತೆಗೆ ಡಿಜಿಟಲ್ ಬ್ಯಾಂಕಿಂಗ್ ವಂಚನೆ ತಡೆಯುವ ಬಗ್ಗೆ ಎಚ್ಚರ ವಹಿಸಬೇಕು. ಯಾವುದೇ ಕಾರಣಕ್ಕೂ ಒಟಿಪಿ ಹಂಚಿಕೊಳ್ಳಬಾರದು. ಈ ಆರ್ಥಿಕ ಸಾಕ್ಷರತೆಯು ಸ್ವಂತ ಉದ್ಯೋಗ ಮಾಡಲು ಸ್ವಸಹಾಯ ಸಂಘಗಳಿಗೆ ಸಹಕಾರಿಯಾಗಲಿದೆ ಎಂದು ಹೇಳಿದರು. ಅಕ್ಕಿ ಸಂಸ್ಥೆಯ ಸಿ.ಇ.ಓ. ವಿಜಯ್ ಹೆಗಡೆ ಮಾತನಾಡಿ, ಕರ್ನಾಟಕದಲ್ಲಿ ಸುಮಾರು 35 ವರ್ಷಗಳಿಂದ ಎಲ್ಲಾ ಜಿಲ್ಲೆಗಳಲ್ಲಿ ಹಣಕಾಸು ತಿಳುವಳಿಕೆ ಕಾರ್ಯಕ್ರಮಗಳನ್ನು ನಡೆಸುತ್ತಿದೆ ಎಂದರು. ಕಾರ್ಯಕ್ರಮದಲ್ಲಿ ರುಡ್ ಸಂಸ್ಥೆಯ ನಿರ್ದೇಶಕರಾದ ವಾಸುದೇವ್, ಹಣಕಾಸು ಸಂಸ್ಥೆಯ ಮುಖ್ಯಸ್ಥರು ಉಪಸ್ಥಿತರಿದ್ದರು. [45, 1667, 403, 1749]
hutridurga-subhead: ಕೇಂದ್ರ ಸಚಿವರಿಗೆ ಸಂಸದ, ಮಾಜಿ ಪ್ರಧಾನಿ ಹೆಚ್‌ಡಿಡಿ ಮನವಿ [561, 1278, 984, 1304]
kho-kho-team-photo [643, 843, 957, 985]
kho-kho-body-col3: ಮೈದಾನದಲ್ಲಿ ಸ್ಮಾರ್ಟ್ ಸಿಟಿ ಲಿಮಿಟೆಡ್ ನಿಂದ ನೂತನವಾಗಿ ನಿರ್ಮಿಸಿರುವ ಕ್ರೀಡಾಂಗಣ, ಹೊನಲು ಬೆಳಕಿನ ವ್ಯವಸ್ಥೆಯೊಂದಿಗೆ ಖೋಖೋ, ಕಬಡ್ಡಿ, ವಾಲಿಬಾಲ್, ಕ್ರಿಕೆಟ್, ಬ್ಯಾಡ್ಮಿಂಟನ್ ಅಂಕಣಗಳನ್ನು ನಿರ್ಮಾಣ ಮಾಡಲಾಗಿದೆ. 1979ರಲ್ಲಿ ಆರಂಭವಾದ ವಿದ್ಯಾವಾಹಿನಿ ಕ್ರೀಡಾಸಂಸ್ಥೆಯು ಪ್ರತೀ ವರ್ಷ ಜಿಲ್ಲಾ ಮಟ್ಟದ ಪಂದ್ಯಾವಳಿಗಳನ್ನು ಆಯೋಜಿಸುತ್ತಿದೆ. ಈ ಸಂದರ್ಭದಲ್ಲಿ ಸಂಸ್ಥೆಯ ಪದಾಧಿಕಾರಿಗಳು, ತೀರ್ಪುಗಾರರು ಹಾಗೂ ದೈಹಿಕ ಶಿಕ್ಷಕರು ಉಪಸ್ಥಿತರಿದ್ದರು. ಬಾಲಕಿಯರ ವಿಭಾಗದಲ್ಲಿ ತೃತೀಯ ಸ್ಥಾನವನ್ನು ನಗರದ ಸರ್ಕಾರಿ ಪ್ರೌಢಶಾಲೆ ಪಡೆದುಕೊಂಡಿತು. ವಿಜೇತ ತಂಡಗಳಿಗೆ ಟ್ರೋಫಿ ಹಾಗೂ ಬಹುಮಾನ ವಿತರಿಸಲಾಯಿತು. [966, 844, 1123, 986]
divider [1142, 899, 1493, 901]
